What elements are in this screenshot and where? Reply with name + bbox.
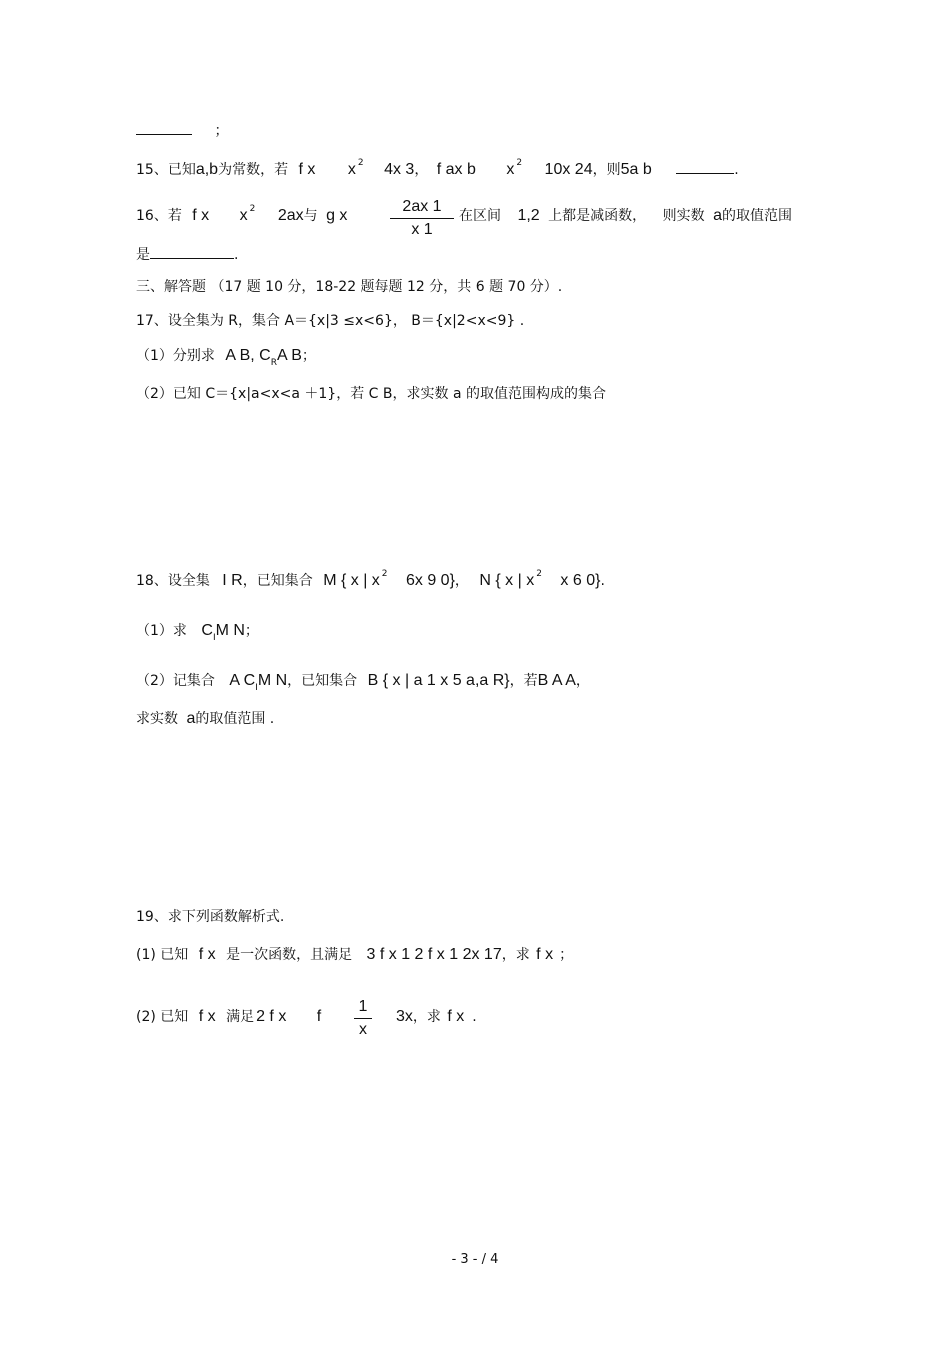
- fraction-bar: [390, 218, 454, 219]
- question-19-part2: [136, 1008, 321, 1026]
- q16-x: x: [239, 207, 248, 224]
- question-19: 19、求下列函数解析式.: [136, 909, 285, 925]
- q18-p2-cond: B A A: [537, 672, 576, 689]
- question-16: [136, 204, 348, 227]
- q15-then: ，则: [592, 162, 621, 178]
- question-16-line2: [136, 244, 238, 264]
- q15-text: 为常数，若: [218, 162, 289, 178]
- q15-fx: f x: [298, 161, 316, 178]
- q18-p3-a: a: [186, 710, 196, 727]
- q16-real: 则实数: [662, 208, 705, 224]
- question-18-part1: [136, 622, 259, 642]
- question-18: [136, 569, 605, 592]
- q19-p2-f: f: [316, 1008, 322, 1025]
- q19-p1-fx2: f x: [536, 946, 554, 963]
- question-15: [136, 159, 739, 181]
- q18-p2-comma: ，: [575, 673, 590, 689]
- q15-expr3: 5a b: [620, 161, 652, 178]
- question-19-part2-cont: [396, 1008, 477, 1026]
- q16-is: 是: [136, 247, 150, 263]
- q17-p1-label: （1）分别求: [136, 348, 215, 364]
- q16-a: a: [713, 207, 722, 224]
- q15-x: x: [347, 161, 356, 178]
- q16-2ax: 2ax: [277, 207, 304, 224]
- q16-numerator: 2ax 1: [402, 198, 442, 215]
- q19-p2-satisfy: 满足: [226, 1009, 255, 1025]
- question-16-cont: [459, 207, 792, 225]
- q19-p1-semi: ；: [559, 947, 574, 963]
- q16-interval: 1,2: [517, 207, 540, 224]
- q18-sup: 2: [381, 569, 388, 579]
- answer-line-14: [136, 120, 228, 140]
- question-17-part1: [136, 347, 316, 367]
- q18-sup2: 2: [536, 569, 542, 579]
- q19-fraction: [354, 997, 372, 1040]
- answer-blank: [136, 120, 192, 135]
- q18-prefix: 18、设全集: [136, 573, 210, 589]
- q18-p1-semi: ；: [244, 623, 259, 639]
- q16-fraction: [390, 197, 454, 240]
- q18-p2-if: ，若: [509, 673, 538, 689]
- q18-p2-label: （2）记集合: [136, 673, 215, 689]
- q18-p2-known: ，已知集合: [287, 673, 358, 689]
- q18-p1-label: （1）求: [136, 623, 187, 639]
- q15-comma: ，: [414, 162, 429, 178]
- q19-p2-fx2: f x: [447, 1008, 465, 1025]
- q16-period: .: [234, 247, 239, 263]
- question-17: 17、设全集为 R，集合 A＝{x|3 ≤x<6}， B＝{x|2<x<9} .: [136, 313, 525, 329]
- q18-known: ，已知集合: [242, 573, 313, 589]
- question-18-part2-line2: [136, 710, 274, 728]
- q19-p1-linear: 是一次函数，且满足: [226, 947, 353, 963]
- q15-sup: 2: [357, 158, 364, 168]
- q18-period: .: [600, 573, 605, 589]
- q16-decreasing: 上都是减函数，: [548, 208, 647, 224]
- q18-p1-sub: I: [212, 633, 216, 643]
- q18-p2-sub: I: [255, 683, 258, 693]
- q17-p1-semi: ；: [301, 348, 316, 364]
- q16-denominator: x 1: [411, 221, 433, 238]
- q16-interval-text: 在区间: [459, 208, 501, 224]
- fraction-bar: [354, 1018, 372, 1019]
- q15-expr1: 4x 3: [384, 161, 415, 178]
- q17-p1-expr: A B, C: [225, 347, 271, 364]
- semicolon: ；: [214, 123, 229, 139]
- q15-sup2: 2: [516, 158, 523, 168]
- q18-p1-expr: M N: [215, 622, 245, 639]
- q19-p2-2fx: 2 f x: [256, 1008, 287, 1025]
- q15-ab: a,b: [195, 161, 219, 178]
- section-3-heading: 三、解答题 （17 题 10 分，18-22 题每题 12 分，共 6 题 70 分）.: [136, 279, 563, 295]
- q18-comma: ，: [454, 573, 469, 589]
- q18-p3-real: 求实数: [136, 711, 178, 727]
- q19-p2-period: .: [472, 1009, 477, 1025]
- q19-numerator: 1: [358, 998, 368, 1015]
- q16-sup: 2: [249, 204, 256, 214]
- q19-p1-eq: 3 f x 1 2 f x 1 2x 17: [366, 946, 502, 963]
- q15-prefix: 15、已知: [136, 162, 196, 178]
- question-18-part2: [136, 672, 590, 692]
- q19-p1-fx: f x: [198, 946, 216, 963]
- q18-p3-range: 的取值范围 .: [195, 711, 275, 727]
- q15-expr2: 10x 24: [544, 161, 593, 178]
- q16-and: 与: [303, 208, 318, 224]
- q16-blank: [150, 244, 234, 259]
- q18-n: N { x | x: [479, 572, 535, 589]
- q15-blank: [676, 159, 734, 174]
- q19-p1-label: (1) 已知: [136, 947, 189, 963]
- q16-gx: g x: [326, 207, 348, 224]
- q19-p2-fx: f x: [198, 1008, 216, 1025]
- q16-prefix: 16、若: [136, 208, 182, 224]
- q15-x2: x: [506, 161, 515, 178]
- q18-p2-b: B { x | a 1 x 5 a,a R}: [367, 672, 510, 689]
- q18-p2-expr: M N: [257, 672, 288, 689]
- q18-universe: I R: [222, 572, 243, 589]
- q15-period: .: [734, 162, 739, 178]
- question-19-part1: [136, 946, 573, 964]
- q18-m-expr: 6x 9 0}: [405, 572, 455, 589]
- q16-range: 的取值范围: [721, 208, 792, 224]
- q18-p1-c: C: [201, 622, 213, 639]
- q17-p1-expr2: A B: [277, 347, 302, 364]
- q16-fx: f x: [192, 207, 210, 224]
- q18-m: M { x | x: [323, 572, 380, 589]
- q19-p1-find: ，求: [501, 947, 530, 963]
- question-17-part2: （2）已知 C＝{x|a<x<a ＋1}，若 C B，求实数 a 的取值范围构成的集合: [136, 386, 606, 402]
- page-number: - 3 - / 4: [451, 1252, 499, 1267]
- q19-p2-3x: 3x: [396, 1008, 413, 1025]
- q18-p2-a: A C: [229, 672, 256, 689]
- q19-p2-label: (2) 已知: [136, 1009, 189, 1025]
- q17-p1-sub: R: [270, 358, 277, 368]
- q15-fab: f ax b: [436, 161, 476, 178]
- q18-n-expr: x 6 0}: [560, 572, 601, 589]
- q19-p2-find: ，求: [412, 1009, 441, 1025]
- q19-denominator: x: [359, 1021, 367, 1038]
